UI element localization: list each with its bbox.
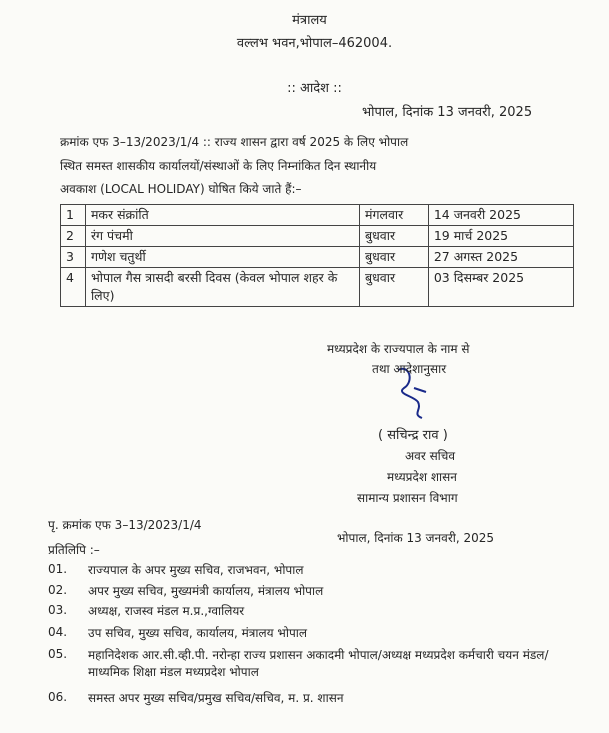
order-body-line-3: अवकाश (LOCAL HOLIDAY) घोषित किये जाते हैं:– — [60, 182, 302, 196]
order-body-line-1: क्रमांक एफ 3–13/2023/1/4 :: राज्य शासन द्वारा वर्ष 2025 के लिए भोपाल — [60, 135, 409, 149]
order-place-date: भोपाल, दिनांक 13 जनवरी, 2025 — [362, 105, 533, 120]
copy-item-text: अपर मुख्य सचिव, मुख्यमंत्री कार्यालय, मंत्रालय भोपाल — [88, 584, 324, 598]
holiday-name: भोपाल गैस त्रासदी बरसी दिवस (केवल भोपाल शहर के लिए) — [85, 268, 359, 307]
holiday-date: 14 जनवरी 2025 — [428, 205, 573, 226]
copy-item-text: समस्त अपर मुख्य सचिव/प्रमुख सचिव/सचिव, म. प्र. शासन — [88, 691, 344, 705]
order-title: :: आदेश :: — [287, 81, 342, 96]
holiday-serial: 2 — [61, 226, 86, 247]
signatory-designation: अवर सचिव — [405, 449, 456, 463]
holiday-day: बुधवार — [359, 268, 428, 307]
holiday-row — [61, 205, 574, 226]
ministry-address: वल्लभ भवन,भोपाल–462004. — [236, 36, 393, 51]
holiday-row — [61, 268, 574, 307]
holiday-name: मकर संक्रांति — [85, 205, 359, 226]
endorsement-ref: पृ. क्रमांक एफ 3–13/2023/1/4 — [48, 518, 202, 532]
copy-item-text: राज्यपाल के अपर मुख्य सचिव, राजभवन, भोपाल — [88, 563, 304, 577]
order-body-line-2: स्थित समस्त शासकीय कार्यालयों/संस्थाओं के लिए निम्नांकित दिन स्थानीय — [60, 159, 377, 173]
copy-item-number: 04. — [48, 625, 68, 639]
copy-item-number: 05. — [48, 647, 68, 661]
authority-line-2: तथा आदेशानुसार — [372, 362, 447, 376]
signatory-dept: सामान्य प्रशासन विभाग — [357, 491, 458, 505]
endorsement-place-date: भोपाल, दिनांक 13 जनवरी, 2025 — [337, 531, 495, 545]
holiday-serial: 4 — [61, 268, 86, 307]
copy-item-number: 02. — [48, 583, 68, 597]
signatory-name: ( सचिन्द्र राव ) — [378, 428, 448, 443]
copy-item-text: उप सचिव, मुख्य सचिव, कार्यालय, मंत्रालय भोपाल — [88, 626, 307, 640]
holiday-date: 19 मार्च 2025 — [428, 226, 573, 247]
copy-item-number: 01. — [48, 562, 68, 576]
holiday-day: मंगलवार — [359, 205, 428, 226]
holiday-serial: 1 — [61, 205, 86, 226]
holiday-table — [60, 204, 574, 307]
authority-line-1: मध्यप्रदेश के राज्यपाल के नाम से — [327, 342, 470, 356]
holiday-serial: 3 — [61, 247, 86, 268]
holiday-row — [61, 226, 574, 247]
holiday-date: 27 अगस्त 2025 — [428, 247, 573, 268]
ministry-heading: मंत्रालय — [292, 13, 327, 28]
signatory-govt: मध्यप्रदेश शासन — [387, 470, 457, 484]
holiday-name: रंग पंचमी — [85, 226, 359, 247]
copy-item-number: 03. — [48, 603, 68, 617]
holiday-day: बुधवार — [359, 226, 428, 247]
copy-item-number: 06. — [48, 690, 68, 704]
holiday-row — [61, 247, 574, 268]
copy-item-text: अध्यक्ष, राजस्व मंडल म.प्र.,ग्वालियर — [88, 604, 245, 618]
holiday-date: 03 दिसम्बर 2025 — [428, 268, 573, 307]
holiday-name: गणेश चतुर्थी — [85, 247, 359, 268]
copy-label: प्रतिलिपि :– — [48, 543, 100, 557]
copy-item-text: महानिदेशक आर.सी.व्ही.पी. नरोन्हा राज्य प्रशासन अकादमी भोपाल/अध्यक्ष मध्यप्रदेश कर्मचारी चयन मंडल/माध्यमिक शिक्षा मंडल मध्यप्रदेश भोपाल — [88, 648, 549, 679]
holiday-day: बुधवार — [359, 247, 428, 268]
